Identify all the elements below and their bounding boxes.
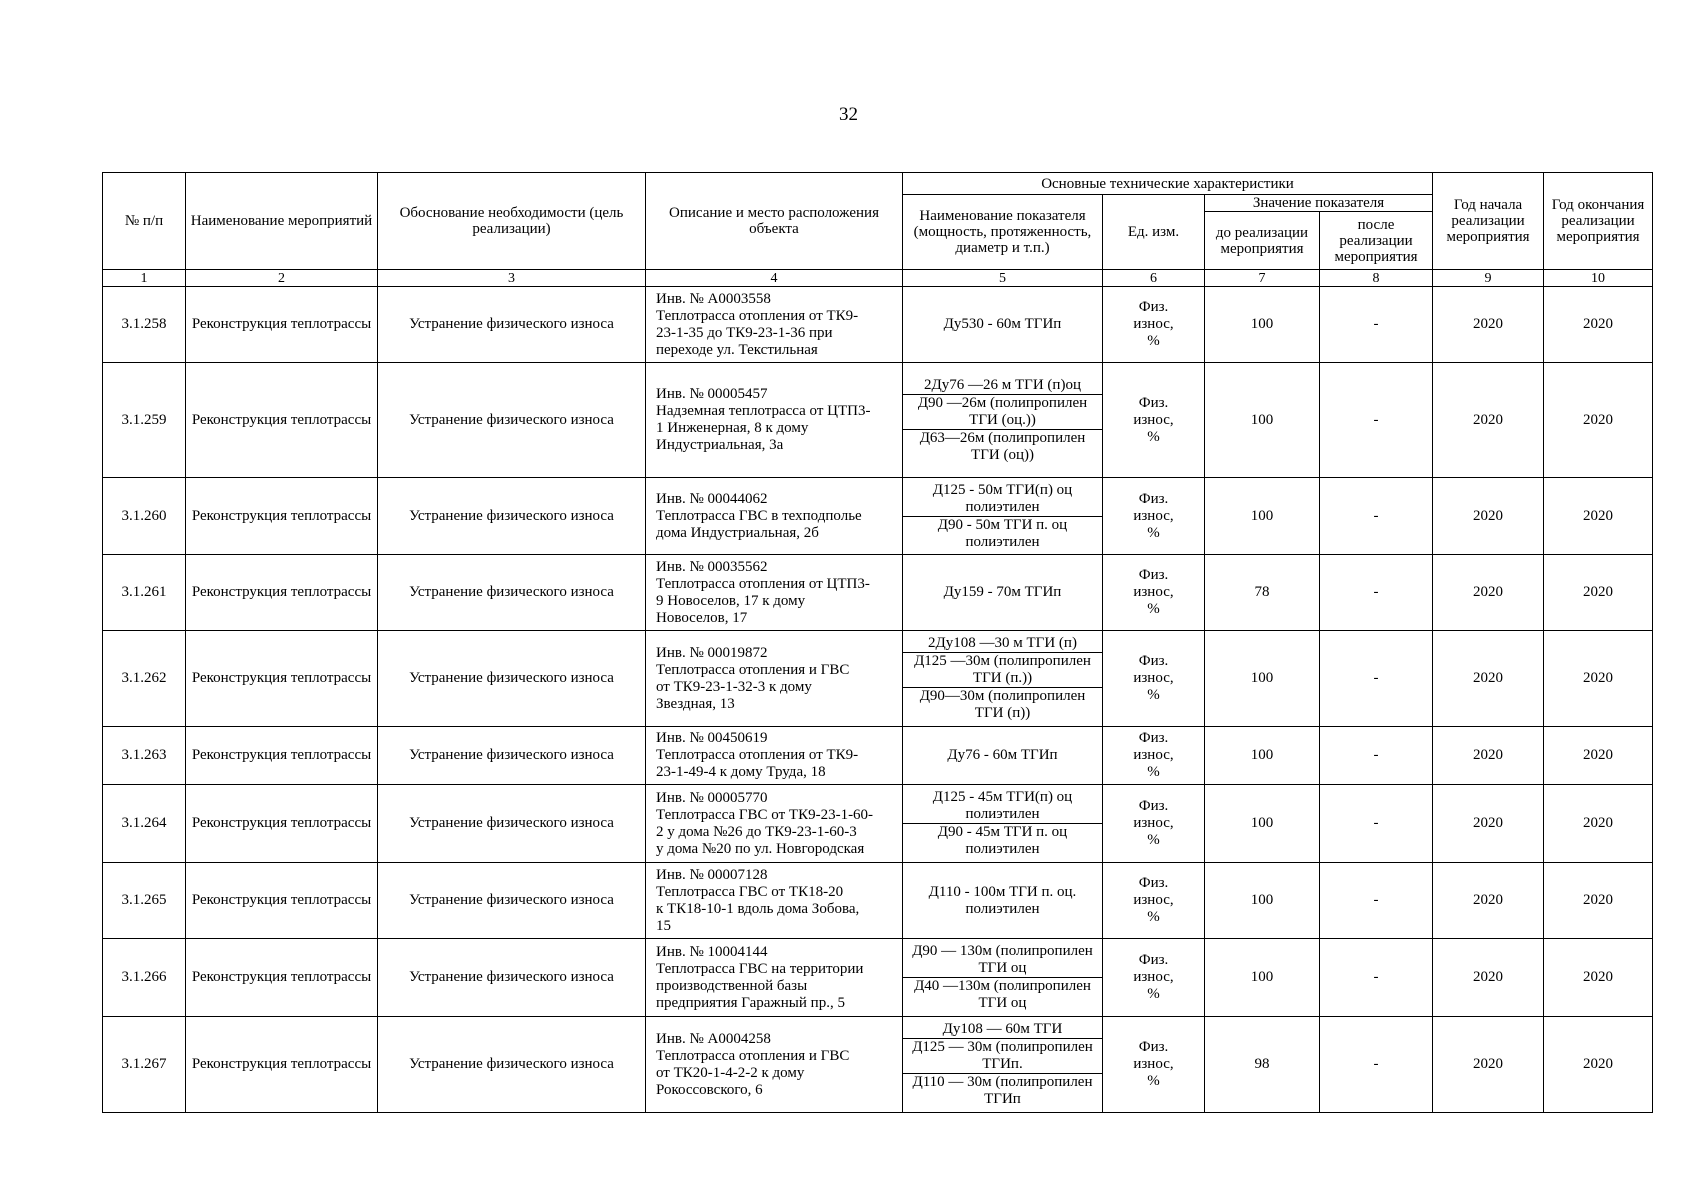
indicator-item: Д125 - 45м ТГИ(п) оц полиэтилен	[932, 789, 1073, 822]
year-end: 2020	[1544, 631, 1653, 727]
unit-cell-line: Физ.	[1138, 1039, 1169, 1055]
object-description-line: 15	[656, 917, 671, 934]
indicator-cell	[903, 939, 1103, 1017]
table-row	[103, 1017, 1653, 1113]
row-number: 3.1.261	[103, 555, 186, 631]
unit-cell-line: Физ.	[1138, 730, 1169, 746]
year-start: 2020	[1433, 363, 1544, 478]
indicator-item: Д90 - 45м ТГИ п. оц полиэтилен	[903, 823, 1102, 858]
year-start: 2020	[1433, 727, 1544, 785]
table-row	[103, 863, 1653, 939]
object-description	[646, 727, 903, 785]
column-number: 6	[1103, 270, 1205, 287]
object-description-line: предприятия Гаражный пр., 5	[656, 994, 845, 1011]
indicator-cell	[903, 1017, 1103, 1113]
unit-cell-line: %	[1147, 687, 1160, 703]
header-value-group: Значение показателя	[1205, 195, 1433, 212]
year-start: 2020	[1433, 555, 1544, 631]
header-num: № п/п	[103, 173, 186, 270]
unit-cell-line: Физ.	[1138, 299, 1169, 315]
object-description-line: 9 Новоселов, 17 к дому	[656, 592, 806, 609]
value-before: 78	[1205, 555, 1320, 631]
row-number: 3.1.262	[103, 631, 186, 727]
unit-cell-line: износ,	[1133, 892, 1174, 908]
unit-cell-line: %	[1147, 832, 1160, 848]
column-number: 7	[1205, 270, 1320, 287]
indicator-stack	[903, 631, 1102, 726]
unit-cell-line: %	[1147, 428, 1160, 445]
object-description-line: Новоселов, 17	[656, 609, 748, 626]
year-end: 2020	[1544, 363, 1653, 478]
indicator-cell	[903, 287, 1103, 363]
unit-cell-line: Физ.	[1138, 490, 1169, 507]
measure-name: Реконструкция теплотрассы	[186, 478, 378, 555]
measure-name: Реконструкция теплотрассы	[186, 785, 378, 863]
indicator-stack	[903, 478, 1102, 554]
value-after: -	[1320, 863, 1433, 939]
table-header	[103, 173, 1653, 287]
indicator-stack	[903, 785, 1102, 862]
indicator-stack	[903, 939, 1102, 1016]
measure-name: Реконструкция теплотрассы	[186, 363, 378, 478]
indicator-cell	[903, 555, 1103, 631]
page-number: 32	[839, 104, 858, 125]
unit-cell-line: Физ.	[1138, 875, 1169, 891]
object-description	[646, 1017, 903, 1113]
measure-reason: Устранение физического износа	[378, 631, 646, 727]
value-before: 100	[1205, 631, 1320, 727]
indicator-cell	[903, 863, 1103, 939]
measure-reason: Устранение физического износа	[378, 727, 646, 785]
row-number: 3.1.260	[103, 478, 186, 555]
object-description-line: Инв. № 00044062	[656, 490, 768, 507]
unit-cell-line: %	[1147, 764, 1160, 780]
column-number: 3	[378, 270, 646, 287]
table-row	[103, 287, 1653, 363]
value-before: 100	[1205, 287, 1320, 363]
object-description-line: Инв. № 00005457	[656, 386, 768, 402]
column-number: 8	[1320, 270, 1433, 287]
header-after: после реализации мероприятия	[1320, 212, 1433, 270]
measure-name: Реконструкция теплотрассы	[186, 631, 378, 727]
table-row	[103, 555, 1653, 631]
indicator-stack	[903, 287, 1102, 362]
indicator-item: Д90 - 50м ТГИ п. оц полиэтилен	[903, 516, 1102, 551]
object-description-line: Инв. № 00450619	[656, 730, 768, 746]
table-row	[103, 631, 1653, 727]
indicator-cell	[903, 363, 1103, 478]
measure-name: Реконструкция теплотрассы	[186, 939, 378, 1017]
unit-cell	[1103, 363, 1205, 478]
unit-cell	[1103, 287, 1205, 363]
header-before: до реализации мероприятия	[1205, 212, 1320, 270]
value-before: 100	[1205, 727, 1320, 785]
column-number: 10	[1544, 270, 1653, 287]
unit-cell-line: износ,	[1133, 411, 1174, 428]
header-reason: Обоснование необходимости (цель реализации)	[378, 173, 646, 270]
object-description-line: Инв. № 00019872	[656, 644, 768, 661]
measures-table	[102, 172, 1653, 1113]
year-start: 2020	[1433, 631, 1544, 727]
object-description-line: переходе ул. Текстильная	[656, 341, 818, 358]
object-description-line: Теплотрасса отопления и ГВС	[656, 1047, 850, 1064]
indicator-item: Д110 — 30м (полипропилен ТГИп	[903, 1073, 1102, 1108]
column-number: 4	[646, 270, 903, 287]
object-description-line: Инв. № А0003558	[656, 290, 771, 307]
object-description-line: Звездная, 13	[656, 695, 735, 712]
column-number: 9	[1433, 270, 1544, 287]
unit-cell	[1103, 631, 1205, 727]
indicator-item: Д125 —30м (полипропилен ТГИ (п.))	[903, 652, 1102, 687]
value-after: -	[1320, 727, 1433, 785]
unit-cell-line: %	[1147, 601, 1160, 617]
object-description-line: Инв. № 00007128	[656, 866, 768, 883]
row-number: 3.1.258	[103, 287, 186, 363]
value-before: 100	[1205, 363, 1320, 478]
object-description	[646, 863, 903, 939]
object-description-line: Теплотрасса отопления и ГВС	[656, 661, 850, 678]
unit-cell-line: Физ.	[1138, 394, 1169, 411]
object-description	[646, 478, 903, 555]
object-description-line: 23-1-49-4 к дому Труда, 18	[656, 764, 826, 780]
row-number: 3.1.267	[103, 1017, 186, 1113]
value-before: 100	[1205, 939, 1320, 1017]
year-start: 2020	[1433, 478, 1544, 555]
value-before: 98	[1205, 1017, 1320, 1113]
indicator-item: 2Ду108 —30 м ТГИ (п)	[928, 635, 1077, 651]
measure-reason: Устранение физического износа	[378, 478, 646, 555]
indicator-item: Д90—30м (полипропилен ТГИ (п))	[903, 687, 1102, 722]
indicator-item: Д110 - 100м ТГИ п. оц. полиэтилен	[928, 883, 1077, 917]
indicator-item: Ду159 - 70м ТГИп	[943, 584, 1062, 600]
indicator-cell	[903, 785, 1103, 863]
object-description-line: Рокоссовского, 6	[656, 1081, 763, 1098]
unit-cell	[1103, 939, 1205, 1017]
indicator-item: 2Ду76 —26 м ТГИ (п)оц	[924, 376, 1081, 393]
indicator-cell	[903, 631, 1103, 727]
year-end: 2020	[1544, 863, 1653, 939]
measure-reason: Устранение физического износа	[378, 785, 646, 863]
year-end: 2020	[1544, 727, 1653, 785]
table-body	[103, 287, 1653, 1113]
indicator-item: Д125 - 50м ТГИ(п) оц полиэтилен	[932, 481, 1073, 515]
object-description-line: Надземная теплотрасса от ЦТП3-	[656, 403, 871, 419]
object-description	[646, 363, 903, 478]
value-after: -	[1320, 785, 1433, 863]
value-before: 100	[1205, 863, 1320, 939]
measure-name: Реконструкция теплотрассы	[186, 1017, 378, 1113]
object-description	[646, 555, 903, 631]
value-after: -	[1320, 939, 1433, 1017]
unit-cell-line: %	[1147, 1073, 1160, 1089]
object-description-line: Индустриальная, 3а	[656, 437, 784, 453]
unit-cell-line: Физ.	[1138, 567, 1169, 583]
value-after: -	[1320, 363, 1433, 478]
object-description-line: Инв. № 00035562	[656, 558, 768, 575]
unit-cell-line: износ,	[1133, 815, 1174, 831]
year-end: 2020	[1544, 555, 1653, 631]
unit-cell	[1103, 863, 1205, 939]
measure-reason: Устранение физического износа	[378, 1017, 646, 1113]
header-indicator-name: Наименование показателя (мощность, протяженность, диаметр и т.п.)	[903, 195, 1103, 270]
object-description	[646, 785, 903, 863]
unit-cell-line: износ,	[1133, 584, 1174, 600]
header-name: Наименование мероприятий	[186, 173, 378, 270]
header-year-end: Год окончания реализации мероприятия	[1544, 173, 1653, 270]
year-start: 2020	[1433, 939, 1544, 1017]
table-row	[103, 785, 1653, 863]
object-description-line: Теплотрасса ГВС на территории	[656, 960, 864, 977]
value-after: -	[1320, 1017, 1433, 1113]
row-number: 3.1.266	[103, 939, 186, 1017]
object-description	[646, 939, 903, 1017]
header-unit: Ед. изм.	[1103, 195, 1205, 270]
year-end: 2020	[1544, 478, 1653, 555]
object-description	[646, 287, 903, 363]
indicator-stack	[903, 863, 1102, 938]
column-number: 1	[103, 270, 186, 287]
unit-cell	[1103, 1017, 1205, 1113]
unit-cell-line: износ,	[1133, 507, 1174, 524]
indicator-cell	[903, 478, 1103, 555]
indicator-item: Д90 — 130м (полипропилен ТГИ оц	[912, 943, 1093, 976]
unit-cell-line: износ,	[1133, 747, 1174, 763]
value-after: -	[1320, 287, 1433, 363]
unit-cell-line: Физ.	[1138, 798, 1169, 814]
indicator-cell	[903, 727, 1103, 785]
measure-reason: Устранение физического износа	[378, 287, 646, 363]
unit-cell-line: износ,	[1133, 670, 1174, 686]
indicator-item: Д90 —26м (полипропилен ТГИ (оц.))	[903, 394, 1102, 429]
object-description-line: к ТК18-10-1 вдоль дома Зобова,	[656, 900, 860, 917]
object-description-line: 1 Инженерная, 8 к дому	[656, 420, 809, 436]
year-start: 2020	[1433, 1017, 1544, 1113]
value-after: -	[1320, 631, 1433, 727]
year-start: 2020	[1433, 863, 1544, 939]
measure-name: Реконструкция теплотрассы	[186, 863, 378, 939]
indicator-stack	[903, 555, 1102, 630]
unit-cell	[1103, 727, 1205, 785]
year-start: 2020	[1433, 287, 1544, 363]
table-row	[103, 363, 1653, 478]
indicator-item: Ду530 - 60м ТГИп	[943, 316, 1062, 332]
unit-cell-line: износ,	[1133, 316, 1174, 332]
unit-cell	[1103, 785, 1205, 863]
object-description-line: Теплотрасса ГВС в техподполье	[656, 507, 862, 524]
measure-reason: Устранение физического износа	[378, 555, 646, 631]
year-start: 2020	[1433, 785, 1544, 863]
year-end: 2020	[1544, 939, 1653, 1017]
object-description-line: у дома №20 по ул. Новгородская	[656, 840, 865, 857]
object-description-line: Теплотрасса отопления от ТК9-	[656, 307, 859, 324]
indicator-stack	[903, 1017, 1102, 1112]
object-description-line: дома Индустриальная, 2б	[656, 524, 819, 541]
object-description-line: Инв. № А0004258	[656, 1030, 771, 1047]
measure-name: Реконструкция теплотрассы	[186, 287, 378, 363]
measure-name: Реконструкция теплотрассы	[186, 555, 378, 631]
unit-cell	[1103, 555, 1205, 631]
object-description-line: Теплотрасса ГВС от ТК9-23-1-60-	[656, 806, 874, 823]
measure-reason: Устранение физического износа	[378, 363, 646, 478]
indicator-stack	[903, 727, 1102, 784]
indicator-item: Д40 —130м (полипропилен ТГИ оц	[903, 977, 1102, 1012]
object-description-line: Теплотрасса отопления от ЦТП3-	[656, 575, 870, 592]
table-row	[103, 939, 1653, 1017]
object-description-line: Инв. № 10004144	[656, 943, 768, 960]
row-number: 3.1.259	[103, 363, 186, 478]
column-number-row	[103, 270, 1653, 287]
header-tech-group: Основные технические характеристики	[903, 173, 1433, 195]
indicator-stack	[903, 363, 1102, 477]
unit-cell-line: %	[1147, 909, 1160, 925]
object-description-line: 2 у дома №26 до ТК9-23-1-60-3	[656, 823, 857, 840]
unit-cell-line: Физ.	[1138, 952, 1169, 968]
year-end: 2020	[1544, 287, 1653, 363]
unit-cell-line: износ,	[1133, 969, 1174, 985]
header-description: Описание и место расположения объекта	[646, 173, 903, 270]
year-end: 2020	[1544, 1017, 1653, 1113]
table-row	[103, 727, 1653, 785]
object-description-line: от ТК20-1-4-2-2 к дому	[656, 1064, 805, 1081]
indicator-item: Ду76 - 60м ТГИп	[947, 747, 1058, 763]
indicator-item: Ду108 — 60м ТГИ	[942, 1021, 1063, 1037]
object-description-line: Теплотрасса отопления от ТК9-	[656, 747, 859, 763]
table-row	[103, 478, 1653, 555]
object-description-line: 23-1-35 до ТК9-23-1-36 при	[656, 324, 833, 341]
unit-cell	[1103, 478, 1205, 555]
indicator-item: Д125 — 30м (полипропилен ТГИп.	[903, 1038, 1102, 1073]
unit-cell-line: Физ.	[1138, 653, 1169, 669]
header-year-start: Год начала реализации мероприятия	[1433, 173, 1544, 270]
value-after: -	[1320, 555, 1433, 631]
row-number: 3.1.265	[103, 863, 186, 939]
object-description-line: Инв. № 00005770	[656, 789, 768, 806]
value-after: -	[1320, 478, 1433, 555]
object-description-line: производственной базы	[656, 977, 808, 994]
unit-cell-line: %	[1147, 333, 1160, 349]
indicator-item: Д63—26м (полипропилен ТГИ (оц))	[903, 429, 1102, 464]
object-description-line: от ТК9-23-1-32-3 к дому	[656, 678, 812, 695]
value-before: 100	[1205, 785, 1320, 863]
row-number: 3.1.264	[103, 785, 186, 863]
measure-reason: Устранение физического износа	[378, 939, 646, 1017]
object-description	[646, 631, 903, 727]
measure-name: Реконструкция теплотрассы	[186, 727, 378, 785]
row-number: 3.1.263	[103, 727, 186, 785]
unit-cell-line: %	[1147, 986, 1160, 1002]
unit-cell-line: %	[1147, 524, 1160, 541]
column-number: 5	[903, 270, 1103, 287]
year-end: 2020	[1544, 785, 1653, 863]
column-number: 2	[186, 270, 378, 287]
value-before: 100	[1205, 478, 1320, 555]
object-description-line: Теплотрасса ГВС от ТК18-20	[656, 883, 844, 900]
measure-reason: Устранение физического износа	[378, 863, 646, 939]
unit-cell-line: износ,	[1133, 1056, 1174, 1072]
